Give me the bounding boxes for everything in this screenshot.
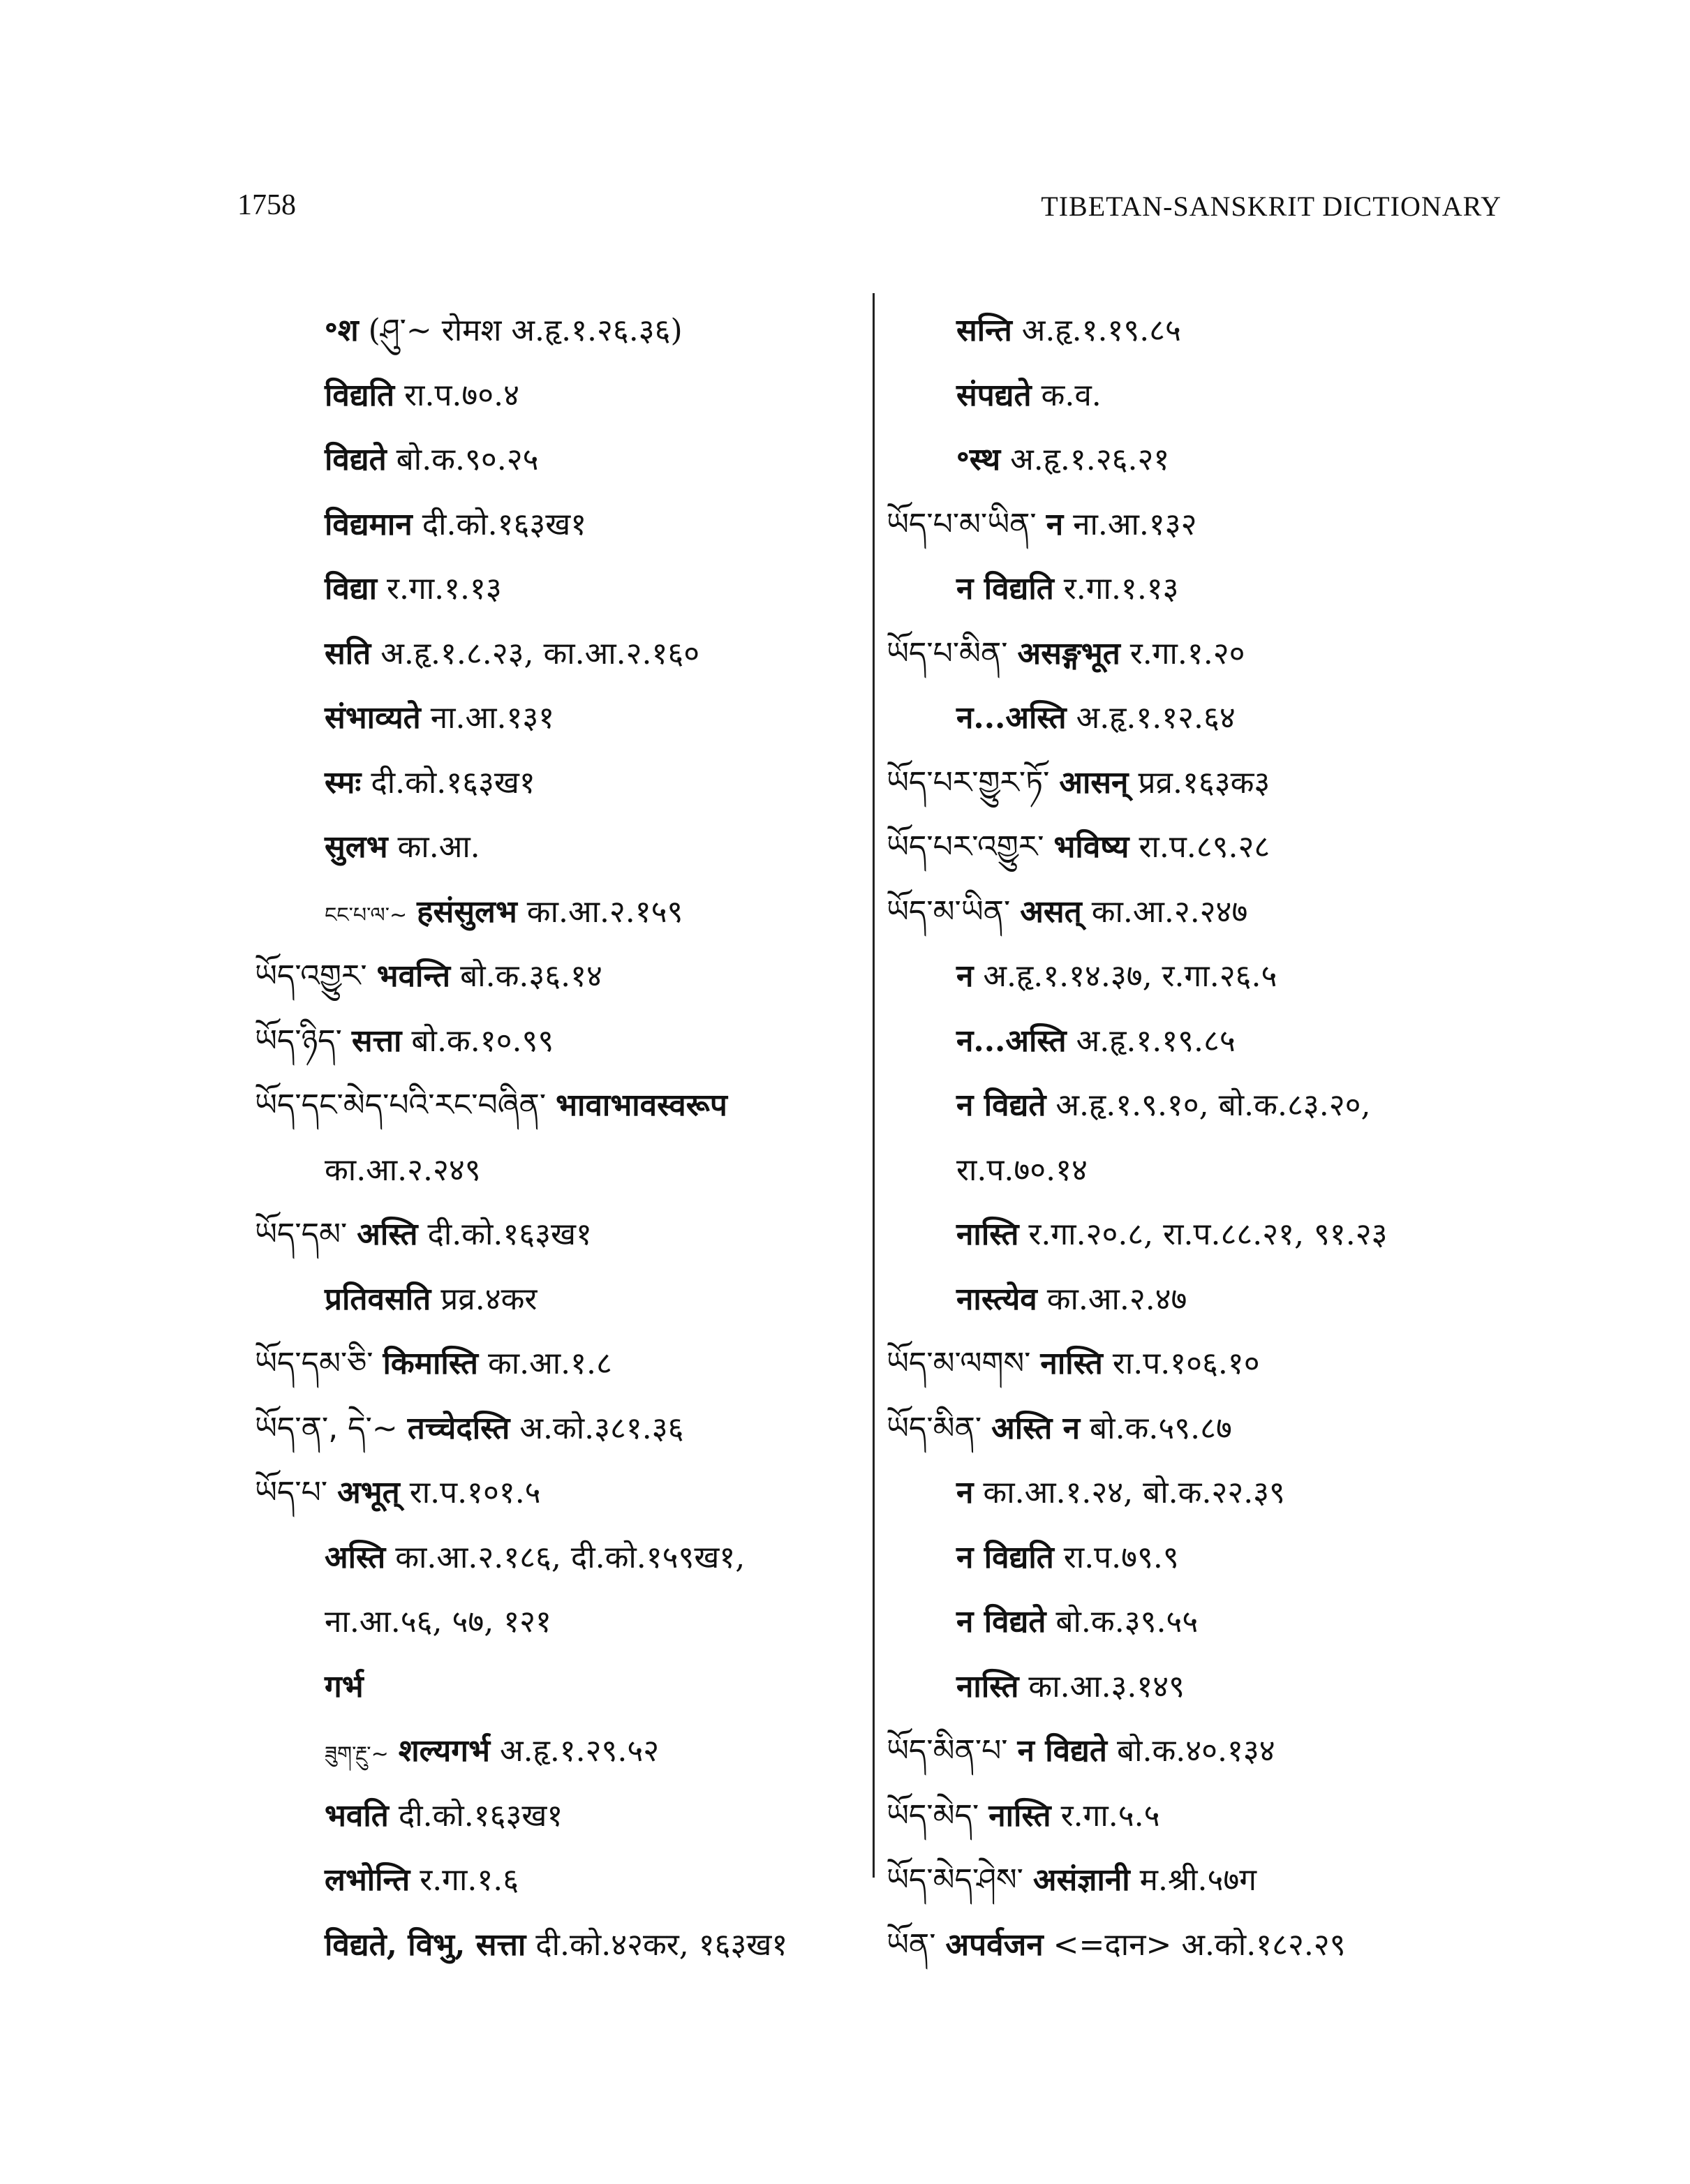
source-reference: अ.हृ.१.१४.३७, र.गा.२६.५	[983, 958, 1277, 994]
tibetan-headword: ཡོད་འགྱུར་	[255, 958, 367, 994]
source-reference: अ.हृ.१.१२.६४	[1076, 700, 1236, 736]
headword-entry	[255, 944, 862, 1009]
sanskrit-equivalent: अस्ति न	[991, 1410, 1081, 1446]
sub-entry	[887, 1138, 1515, 1203]
sanskrit-equivalent: न	[1046, 506, 1064, 542]
sanskrit-equivalent: नास्त्येव	[956, 1281, 1037, 1317]
headword-entry	[255, 1332, 862, 1397]
source-reference: का.आ.२.१५९	[526, 893, 683, 930]
sub-entry	[887, 1526, 1515, 1591]
headword-entry	[887, 751, 1515, 816]
tibetan-prefix: ངང་པ་ལ་~	[325, 902, 408, 928]
headword-entry	[255, 1009, 862, 1074]
sub-entry	[887, 557, 1515, 622]
source-reference: <=दान> अ.को.१८२.२९	[1053, 1926, 1346, 1963]
source-reference: बो.क.३६.१४	[460, 958, 602, 994]
source-reference: दी.को.१६३ख१	[371, 764, 535, 801]
sanskrit-equivalent: स्मः	[325, 764, 362, 801]
sanskrit-equivalent: भविष्य	[1053, 829, 1129, 865]
sub-entry	[255, 1655, 862, 1720]
column-divider	[873, 293, 875, 1878]
sub-entry	[887, 1590, 1515, 1655]
sanskrit-equivalent: न विद्यते	[1017, 1733, 1107, 1769]
source-reference: दी.को.१६३ख१	[427, 1217, 592, 1252]
sub-entry	[255, 686, 862, 751]
sanskrit-equivalent: न	[956, 958, 974, 994]
sub-entry	[255, 1590, 862, 1655]
sanskrit-equivalent: आसन्	[1059, 764, 1129, 801]
source-reference: अ.को.३८१.३६	[519, 1410, 684, 1446]
tibetan-headword: ཡོད་པར་འགྱུར་	[887, 829, 1044, 865]
tibetan-headword: ཡོད་པ་	[255, 1475, 328, 1510]
sub-entry	[255, 1913, 862, 1978]
tibetan-headword: ཡོད་མེད་ཤེས་	[887, 1862, 1023, 1898]
sub-entry	[255, 299, 862, 364]
sub-entry	[887, 299, 1515, 364]
tibetan-headword: ཡོད་དམ་	[255, 1217, 348, 1252]
sanskrit-equivalent: न...अस्ति	[956, 1023, 1067, 1059]
source-reference: र.गा.१.१३	[386, 571, 502, 607]
source-reference: र.गा.१.२०	[1129, 635, 1245, 671]
sanskrit-equivalent: न विद्यते	[956, 1087, 1046, 1123]
source-reference: ना.आ.५६, ५७, १२१	[325, 1604, 551, 1640]
tibetan-headword: ཡོན་	[887, 1926, 936, 1963]
tibetan-headword: ཡོད་མིན་པ་	[887, 1733, 1008, 1769]
sanskrit-equivalent: नास्ति	[956, 1668, 1019, 1704]
sanskrit-equivalent: नास्ति	[1040, 1346, 1103, 1381]
sanskrit-equivalent: संपद्यते	[956, 377, 1032, 413]
source-reference: दी.को.१६३ख१	[398, 1797, 563, 1834]
sanskrit-equivalent: गर्भ	[325, 1668, 364, 1704]
sanskrit-equivalent: लभोन्ति	[325, 1862, 410, 1898]
source-reference: का.आ.२.१८६, दी.को.१५९ख१,	[395, 1539, 746, 1575]
source-reference: बो.क.३९.५५	[1055, 1604, 1199, 1640]
sanskrit-equivalent: सुलभ	[325, 829, 388, 865]
headword-entry	[887, 1332, 1515, 1397]
source-reference: र.गा.१.१३	[1063, 571, 1179, 607]
tibetan-headword: ཡོད་མེད་	[887, 1797, 979, 1834]
source-reference: बो.क.१०.९९	[411, 1023, 554, 1059]
sanskrit-equivalent: भावाभावस्वरूप	[556, 1087, 727, 1123]
source-reference: रा.प.८९.२८	[1139, 829, 1270, 865]
sanskrit-equivalent: विद्यते, विभु, सत्ता	[325, 1926, 526, 1963]
sanskrit-equivalent: भवन्ति	[376, 958, 451, 994]
sub-entry	[255, 364, 862, 429]
page-number: 1758	[237, 189, 296, 221]
tibetan-headword: ཡོད་པར་གྱུར་ཏོ་	[887, 764, 1050, 801]
sub-entry	[255, 1268, 862, 1332]
sanskrit-equivalent: सति	[325, 635, 371, 671]
sanskrit-equivalent: न विद्यते	[956, 1604, 1046, 1640]
source-reference: प्रव्र.४कर	[440, 1281, 538, 1317]
source-reference: र.गा.५.५	[1060, 1797, 1160, 1834]
source-reference: रा.प.७०.१४	[956, 1152, 1088, 1188]
sub-entry	[887, 1268, 1515, 1332]
headword-entry	[255, 1074, 862, 1138]
source-reference: रा.प.७९.९	[1063, 1539, 1179, 1575]
sub-entry	[255, 493, 862, 558]
sanskrit-equivalent: तच्चेदस्ति	[407, 1410, 510, 1446]
source-reference: म.श्री.५७ग	[1139, 1862, 1257, 1898]
tibetan-headword: ཡོད་དམ་ཅི་	[255, 1346, 373, 1381]
source-reference: रा.प.७०.४	[404, 377, 520, 413]
source-reference: दी.को.४२कर, १६३ख१	[535, 1926, 788, 1963]
headword-entry	[887, 1719, 1515, 1784]
source-reference: र.गा.१.६	[420, 1862, 519, 1898]
running-title: TIBETAN-SANSKRIT DICTIONARY	[1041, 191, 1502, 222]
sub-entry	[887, 1461, 1515, 1526]
sub-entry	[255, 428, 862, 493]
right-column	[887, 299, 1515, 1977]
sanskrit-equivalent: विद्यते	[325, 442, 387, 477]
sub-entry	[887, 364, 1515, 429]
sub-entry	[255, 622, 862, 687]
sub-entry	[887, 1074, 1515, 1138]
sanskrit-equivalent: ॰श	[325, 313, 359, 348]
sanskrit-equivalent: विद्यति	[325, 377, 395, 413]
source-reference: बो.क.४०.१३४	[1116, 1733, 1275, 1769]
sanskrit-equivalent: न...अस्ति	[956, 700, 1067, 736]
tibetan-headword: ཡོད་ན་, དེ་~	[255, 1410, 398, 1446]
source-reference: का.आ.२.२४७	[1091, 893, 1248, 930]
sub-entry	[887, 944, 1515, 1009]
source-reference: अ.हृ.१.२६.२१	[1010, 442, 1170, 477]
sub-entry	[255, 1138, 862, 1203]
sub-entry	[255, 1848, 862, 1913]
headword-entry	[255, 1203, 862, 1268]
source-reference: र.गा.२०.८, रा.प.८८.२१, ९१.२३	[1028, 1217, 1388, 1252]
headword-entry	[887, 1784, 1515, 1849]
source-reference: रा.प.१०६.१०	[1112, 1346, 1260, 1381]
source-reference: का.आ.	[397, 829, 480, 865]
sanskrit-equivalent: ॰स्थ	[956, 442, 1001, 477]
source-reference: का.आ.२.४७	[1046, 1281, 1187, 1317]
sanskrit-equivalent: नास्ति	[956, 1217, 1019, 1252]
sub-entry	[887, 428, 1515, 493]
source-reference: अ.हृ.१.२९.५२	[500, 1733, 660, 1769]
sub-entry	[255, 557, 862, 622]
sub-entry	[887, 1203, 1515, 1268]
sanskrit-equivalent: शल्यगर्भ	[398, 1733, 491, 1769]
tibetan-headword: ཡོད་པ་མིན་	[887, 635, 1008, 671]
sub-entry	[887, 686, 1515, 751]
tibetan-headword: ཡོད་ཉིད་	[255, 1023, 342, 1059]
sanskrit-equivalent: सत्ता	[351, 1023, 402, 1059]
sanskrit-equivalent: न	[956, 1475, 974, 1510]
sanskrit-equivalent: अपर्वजन	[945, 1926, 1044, 1963]
sub-entry	[255, 1526, 862, 1591]
source-reference: ना.आ.१३१	[430, 700, 555, 736]
tibetan-headword: ཡོད་དང་མེད་པའི་རང་བཞིན་	[255, 1087, 547, 1123]
sanskrit-equivalent: असंज्ञानी	[1032, 1862, 1130, 1898]
source-reference: अ.हृ.१.१९.८५	[1021, 313, 1181, 348]
sanskrit-equivalent: भवति	[325, 1797, 389, 1834]
headword-entry	[887, 1848, 1515, 1913]
sanskrit-equivalent: न विद्यति	[956, 1539, 1054, 1575]
sub-entry	[255, 751, 862, 816]
source-reference: बो.क.५९.८७	[1090, 1410, 1232, 1446]
tibetan-prefix: ཟུག་རྔུ་~	[325, 1742, 389, 1767]
sanskrit-equivalent: विद्यमान	[325, 506, 413, 542]
source-reference: बो.क.९०.२५	[396, 442, 539, 477]
tibetan-headword: ཡོད་མིན་	[887, 1410, 982, 1446]
headword-entry	[887, 880, 1515, 945]
headword-entry	[887, 493, 1515, 558]
sanskrit-equivalent: असत्	[1020, 893, 1082, 930]
source-reference: दी.को.१६३ख१	[422, 506, 587, 542]
sanskrit-equivalent: अभूत्	[337, 1475, 400, 1510]
sub-entry	[887, 1655, 1515, 1720]
headword-entry	[887, 622, 1515, 687]
sub-entry	[887, 1009, 1515, 1074]
source-reference: का.आ.१.८	[487, 1346, 612, 1381]
sanskrit-equivalent: न विद्यति	[956, 571, 1054, 607]
sanskrit-equivalent: असङ्गभूत	[1017, 635, 1120, 671]
left-column	[255, 299, 862, 1977]
tibetan-headword: ཡོད་མ་ཡིན་	[887, 893, 1011, 930]
headword-entry	[887, 815, 1515, 880]
source-reference: ना.आ.१३२	[1073, 506, 1197, 542]
sub-entry	[255, 1719, 862, 1784]
source-reference: अ.हृ.१.१९.८५	[1076, 1023, 1236, 1059]
sanskrit-equivalent: विद्या	[325, 571, 377, 607]
tibetan-headword: ཡོད་པ་མ་ཡིན་	[887, 506, 1037, 542]
sanskrit-equivalent: अस्ति	[357, 1217, 418, 1252]
sanskrit-equivalent: किमास्ति	[383, 1346, 478, 1381]
sanskrit-equivalent: हसंसुलभ	[417, 893, 517, 930]
source-reference: का.आ.१.२४, बो.क.२२.३९	[983, 1475, 1285, 1510]
source-reference: का.आ.२.२४९	[325, 1152, 481, 1188]
headword-entry	[887, 1913, 1515, 1978]
sanskrit-equivalent: प्रतिवसति	[325, 1281, 431, 1317]
sub-entry	[255, 880, 862, 945]
sanskrit-equivalent: सन्ति	[956, 313, 1012, 348]
sanskrit-equivalent: संभाव्यते	[325, 700, 421, 736]
source-reference: का.आ.३.१४९	[1028, 1668, 1185, 1704]
source-reference: अ.हृ.१.८.२३, का.आ.२.१६०	[380, 635, 700, 671]
sub-entry	[255, 1784, 862, 1849]
sanskrit-equivalent: अस्ति	[325, 1539, 386, 1575]
source-reference: (ཤུ་~ रोमश अ.हृ.१.२६.३६)	[368, 313, 683, 348]
tibetan-headword: ཡོད་མ་ལགས་	[887, 1346, 1031, 1381]
headword-entry	[255, 1397, 862, 1462]
sub-entry	[255, 815, 862, 880]
sanskrit-equivalent: नास्ति	[988, 1797, 1051, 1834]
source-reference: क.व.	[1041, 377, 1102, 413]
headword-entry	[887, 1397, 1515, 1462]
source-reference: अ.हृ.१.९.१०, बो.क.८३.२०,	[1055, 1087, 1371, 1123]
headword-entry	[255, 1461, 862, 1526]
source-reference: प्रव्र.१६३क३	[1138, 764, 1270, 801]
source-reference: रा.प.१०१.५	[409, 1475, 541, 1510]
